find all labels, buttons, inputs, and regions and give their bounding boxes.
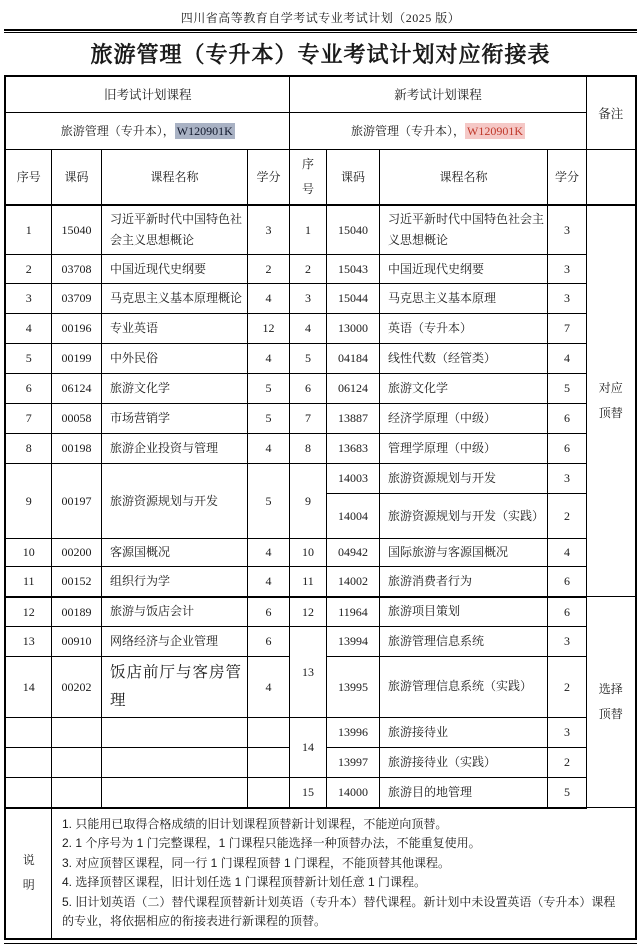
old-seq: 2: [5, 255, 51, 284]
new-code: 13000: [327, 314, 380, 344]
new-credit: 6: [548, 434, 587, 464]
empty-cell: [51, 718, 101, 748]
old-code: 03708: [51, 255, 101, 284]
new-credit: 4: [548, 344, 587, 374]
new-code: 15043: [327, 255, 380, 284]
new-credit: 3: [548, 627, 587, 657]
new-seq: 15: [290, 778, 327, 808]
empty-cell: [101, 748, 247, 778]
old-credit: 5: [247, 404, 289, 434]
empty-cell: [247, 718, 289, 748]
course-row: [5, 718, 635, 748]
course-row: [5, 567, 635, 597]
new-seq: 3: [290, 284, 327, 314]
old-code: 00197: [51, 464, 101, 539]
old-credit: 6: [247, 627, 289, 657]
old-code: 00199: [51, 344, 101, 374]
header-double-rule: [4, 29, 637, 33]
old-major-cell: [5, 112, 289, 149]
old-credit: 4: [247, 284, 289, 314]
new-code: 06124: [327, 374, 380, 404]
correspondence-table: [4, 75, 636, 940]
new-seq: 1: [290, 205, 327, 255]
old-credit: 4: [247, 434, 289, 464]
new-code: 04942: [327, 539, 380, 567]
old-seq: 3: [5, 284, 51, 314]
new-credit: 6: [548, 597, 587, 627]
new-major-cell: [290, 112, 587, 149]
old-seq: 13: [5, 627, 51, 657]
notes-content: [51, 808, 635, 939]
course-row: [5, 255, 635, 284]
old-course-name: 组织行为学: [101, 567, 247, 597]
notes-label-cell: 说明: [5, 808, 51, 939]
new-code: 13996: [327, 718, 380, 748]
old-seq: 6: [5, 374, 51, 404]
course-row: [5, 597, 635, 627]
old-credit: 3: [247, 205, 289, 255]
old-course-name: 饭店前厅与客房管理: [101, 657, 247, 718]
new-credit: 3: [548, 718, 587, 748]
old-seq: 10: [5, 539, 51, 567]
course-row: [5, 434, 635, 464]
new-course-name: 旅游接待业: [380, 718, 548, 748]
course-row: [5, 539, 635, 567]
empty-cell: [5, 778, 51, 808]
old-course-name: 旅游与饭店会计: [101, 597, 247, 627]
new-course-name: 国际旅游与客源国概况: [380, 539, 548, 567]
notes-row: [5, 808, 635, 939]
col-new-credit: 学分: [548, 149, 587, 205]
col-new-code: 课码: [327, 149, 380, 205]
old-code: 00058: [51, 404, 101, 434]
old-course-name: 旅游企业投资与管理: [101, 434, 247, 464]
remark-header: 备注: [587, 76, 636, 149]
old-credit: 12: [247, 314, 289, 344]
new-code: 14004: [327, 494, 380, 539]
new-course-name: 旅游管理信息系统: [380, 627, 548, 657]
old-credit: 5: [247, 464, 289, 539]
old-code: 06124: [51, 374, 101, 404]
empty-cell: [247, 748, 289, 778]
new-credit: 3: [548, 255, 587, 284]
note-item: 2. 1 个序号为 1 门完整课程，1 门课程只能选择一种顶替办法，不能重复使用。: [61, 836, 481, 851]
empty-cell: [5, 718, 51, 748]
old-course-name: 中外民俗: [101, 344, 247, 374]
course-row: [5, 627, 635, 657]
new-course-name: 旅游文化学: [380, 374, 548, 404]
new-seq: 4: [290, 314, 327, 344]
empty-cell: [247, 778, 289, 808]
new-major-name: 旅游管理（专升本），: [351, 124, 466, 138]
empty-cell: [101, 778, 247, 808]
old-seq: 1: [5, 205, 51, 255]
new-seq: 5: [290, 344, 327, 374]
new-seq: 2: [290, 255, 327, 284]
note-item: 3. 对应顶替区课程，同一行 1 门课程顶替 1 门课程，不能顶替其他课程。: [61, 855, 451, 870]
old-major-code: W120901K: [176, 124, 233, 138]
new-credit: 3: [548, 205, 587, 255]
new-course-name: 旅游资源规划与开发（实践）: [380, 494, 548, 539]
table-header-row: [5, 76, 635, 112]
new-course-name: 线性代数（经管类）: [380, 344, 548, 374]
old-course-name: 旅游资源规划与开发: [101, 464, 247, 539]
col-new-name: 课程名称: [380, 149, 548, 205]
course-row: [5, 314, 635, 344]
old-course-name: 专业英语: [101, 314, 247, 344]
col-old-code: 课码: [51, 149, 101, 205]
new-credit: 3: [548, 284, 587, 314]
course-row: [5, 374, 635, 404]
new-course-name: 旅游项目策划: [380, 597, 548, 627]
old-course-name: 中国近现代史纲要: [101, 255, 247, 284]
old-seq: 9: [5, 464, 51, 539]
new-seq: 11: [290, 567, 327, 597]
old-code: 00152: [51, 567, 101, 597]
new-code: 04184: [327, 344, 380, 374]
new-seq: 7: [290, 404, 327, 434]
new-code: 13683: [327, 434, 380, 464]
new-course-name: 旅游消费者行为: [380, 567, 548, 597]
old-course-name: 市场营销学: [101, 404, 247, 434]
old-course-name: 马克思主义基本原理概论: [101, 284, 247, 314]
old-credit: 4: [247, 567, 289, 597]
course-row: [5, 464, 635, 494]
old-seq: 5: [5, 344, 51, 374]
new-course-name: 经济学原理（中级）: [380, 404, 548, 434]
new-plan-header: 新考试计划课程: [290, 76, 587, 112]
old-credit: 4: [247, 539, 289, 567]
note-item: 5. 旧计划英语（二）替代课程顶替新计划英语（专升本）替代课程。新计划中未设置英语（专升本）课程的专业，将依据相应的衔接表进行新课程的顶替。: [61, 894, 616, 929]
old-seq: 14: [5, 657, 51, 718]
new-credit: 2: [548, 657, 587, 718]
old-credit: 2: [247, 255, 289, 284]
new-credit: 6: [548, 567, 587, 597]
course-row: [5, 404, 635, 434]
new-code: 13994: [327, 627, 380, 657]
old-credit: 6: [247, 597, 289, 627]
new-credit: 4: [548, 539, 587, 567]
new-seq: 12: [290, 597, 327, 627]
new-seq: 6: [290, 374, 327, 404]
old-credit: 5: [247, 374, 289, 404]
old-seq: 8: [5, 434, 51, 464]
empty-cell: [51, 748, 101, 778]
new-course-name: 中国近现代史纲要: [380, 255, 548, 284]
new-course-name: 旅游管理信息系统（实践）: [380, 657, 548, 718]
document-header: 四川省高等教育自学考试专业考试计划（2025 版）: [180, 11, 461, 25]
remark-correspond: 对应顶替: [587, 205, 636, 597]
new-course-name: 英语（专升本）: [380, 314, 548, 344]
note-item: 4. 选择顶替区课程，旧计划任选 1 门课程顶替新计划任意 1 门课程。: [61, 875, 427, 890]
new-seq: 14: [290, 718, 327, 778]
new-credit: 7: [548, 314, 587, 344]
new-code: 14003: [327, 464, 380, 494]
col-old-name: 课程名称: [101, 149, 247, 205]
old-seq: 7: [5, 404, 51, 434]
course-row: [5, 778, 635, 808]
new-code: 13995: [327, 657, 380, 718]
note-item: 1. 只能用已取得合格成绩的旧计划课程顶替新计划课程，不能逆向顶替。: [61, 816, 448, 831]
new-credit: 3: [548, 464, 587, 494]
old-course-name: 旅游文化学: [101, 374, 247, 404]
old-plan-header: 旧考试计划课程: [5, 76, 289, 112]
new-course-name: 习近平新时代中国特色社会主义思想概论: [380, 205, 548, 255]
new-code: 15040: [327, 205, 380, 255]
old-code: 00196: [51, 314, 101, 344]
old-code: 00189: [51, 597, 101, 627]
old-major-name: 旅游管理（专升本），: [60, 124, 175, 138]
new-credit: 2: [548, 748, 587, 778]
empty-cell: [51, 778, 101, 808]
old-seq: 12: [5, 597, 51, 627]
new-seq: 13: [290, 627, 327, 718]
major-row: [5, 112, 635, 149]
new-code: 15044: [327, 284, 380, 314]
old-course-name: 习近平新时代中国特色社会主义思想概论: [101, 205, 247, 255]
new-course-name: 旅游目的地管理: [380, 778, 548, 808]
new-seq: 9: [290, 464, 327, 539]
old-seq: 11: [5, 567, 51, 597]
course-row: [5, 344, 635, 374]
page-title: 旅游管理（专升本）专业考试计划对应衔接表: [90, 42, 551, 67]
course-row: [5, 205, 635, 255]
old-code: 00910: [51, 627, 101, 657]
new-credit: 5: [548, 374, 587, 404]
old-course-name: 网络经济与企业管理: [101, 627, 247, 657]
new-credit: 6: [548, 404, 587, 434]
empty-cell: [101, 718, 247, 748]
new-course-name: 管理学原理（中级）: [380, 434, 548, 464]
old-credit: 4: [247, 344, 289, 374]
col-new-seq: 序号: [290, 149, 327, 205]
course-row: [5, 284, 635, 314]
new-code: 13997: [327, 748, 380, 778]
old-credit: 4: [247, 657, 289, 718]
new-code: 14000: [327, 778, 380, 808]
new-major-code: W120901K: [467, 124, 524, 138]
old-course-name: 客源国概况: [101, 539, 247, 567]
remark-empty-cell: [587, 149, 636, 205]
new-course-name: 旅游资源规划与开发: [380, 464, 548, 494]
column-header-row: [5, 149, 635, 205]
col-old-credit: 学分: [247, 149, 289, 205]
old-code: 15040: [51, 205, 101, 255]
old-code: 00202: [51, 657, 101, 718]
old-code: 03709: [51, 284, 101, 314]
remark-elective: 选择顶替: [587, 597, 636, 808]
new-seq: 8: [290, 434, 327, 464]
col-old-seq: 序号: [5, 149, 51, 205]
empty-cell: [5, 748, 51, 778]
new-course-name: 马克思主义基本原理: [380, 284, 548, 314]
new-credit: 2: [548, 494, 587, 539]
old-code: 00200: [51, 539, 101, 567]
new-code: 14002: [327, 567, 380, 597]
new-credit: 5: [548, 778, 587, 808]
new-course-name: 旅游接待业（实践）: [380, 748, 548, 778]
new-code: 13887: [327, 404, 380, 434]
old-code: 00198: [51, 434, 101, 464]
new-seq: 10: [290, 539, 327, 567]
new-code: 11964: [327, 597, 380, 627]
old-seq: 4: [5, 314, 51, 344]
